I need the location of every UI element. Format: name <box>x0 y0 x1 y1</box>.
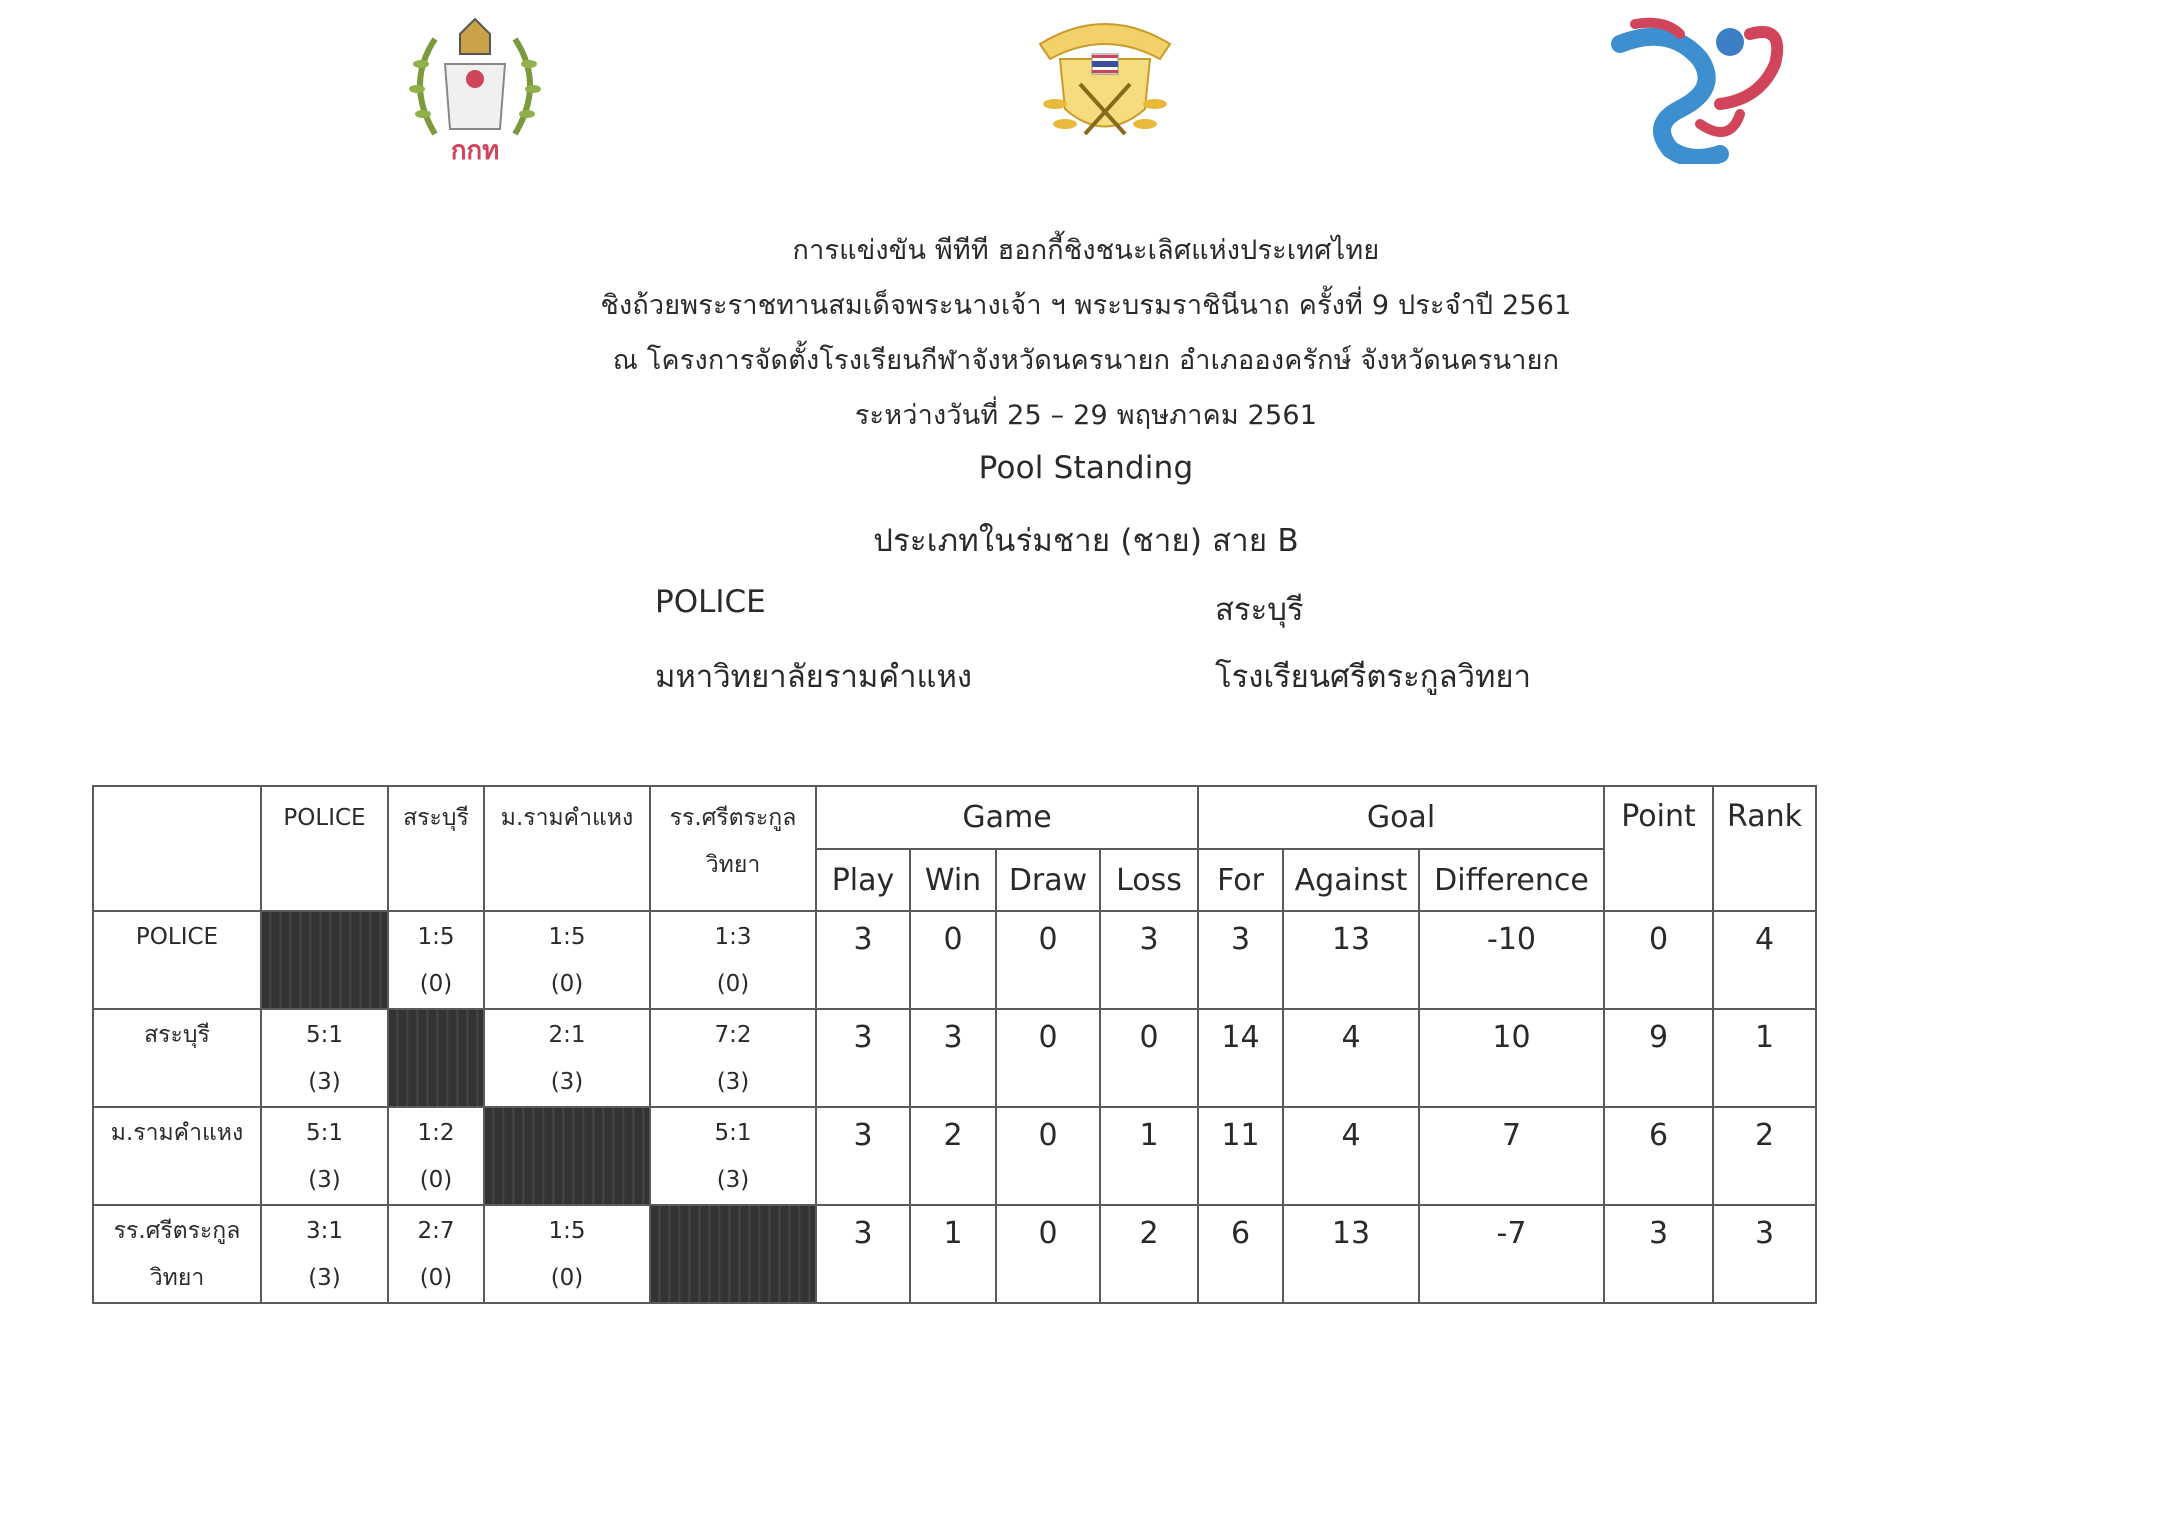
match-score-cell: 5:1 (3) <box>261 1009 388 1107</box>
draw-cell: 0 <box>996 1009 1100 1107</box>
team-name: สระบุรี <box>1215 592 1304 628</box>
sports-authority-logo <box>405 14 545 164</box>
play-cell: 3 <box>816 1205 910 1303</box>
rank-cell: 3 <box>1713 1205 1816 1303</box>
play-cell: 3 <box>816 1009 910 1107</box>
draw-header: Draw <box>996 849 1100 911</box>
self-match-cell <box>388 1009 484 1107</box>
left-logo-text: กกท <box>450 136 500 164</box>
play-cell: 3 <box>816 911 910 1009</box>
draw-cell: 0 <box>996 1107 1100 1205</box>
rank-cell: 2 <box>1713 1107 1816 1205</box>
sports-figure-logo <box>1610 14 1800 164</box>
pool-standing-title: Pool Standing <box>978 450 1194 486</box>
self-match-cell <box>484 1107 650 1205</box>
difference-header: Difference <box>1419 849 1604 911</box>
against-header: Against <box>1283 849 1419 911</box>
game-group-header: Game <box>816 786 1198 849</box>
goals-for-cell: 14 <box>1198 1009 1283 1107</box>
team-name: มหาวิทยาลัยรามคำแหง <box>655 659 973 695</box>
category-title: ประเภทในร่มชาย (ชาย) สาย B <box>873 523 1299 559</box>
match-score-cell: 2:7 (0) <box>388 1205 484 1303</box>
win-cell: 2 <box>910 1107 996 1205</box>
goal-difference-cell: -7 <box>1419 1205 1604 1303</box>
loss-cell: 2 <box>1100 1205 1198 1303</box>
rank-cell: 1 <box>1713 1009 1816 1107</box>
goals-against-cell: 4 <box>1283 1107 1419 1205</box>
venue-line: ณ โครงการจัดตั้งโรงเรียนกีฬาจังหวัดนครนายก อำเภอองครักษ์ จังหวัดนครนายก <box>612 345 1560 376</box>
col-header-team: รร.ศรีตระกูล วิทยา <box>650 786 816 911</box>
draw-cell: 0 <box>996 911 1100 1009</box>
row-team-label: รร.ศรีตระกูล วิทยา <box>93 1205 261 1303</box>
row-team-label: POLICE <box>93 911 261 1009</box>
point-header: Point <box>1604 786 1713 911</box>
trophy-title: ชิงถ้วยพระราชทานสมเด็จพระนางเจ้า ฯ พระบรมราชินีนาถ ครั้งที่ 9 ประจำปี 2561 <box>600 290 1572 321</box>
match-score-cell: 7:2 (3) <box>650 1009 816 1107</box>
match-score-cell: 5:1 (3) <box>261 1107 388 1205</box>
goal-group-header: Goal <box>1198 786 1604 849</box>
match-score-cell: 1:5 (0) <box>484 1205 650 1303</box>
table-row <box>93 1107 1816 1205</box>
self-match-cell <box>261 911 388 1009</box>
match-score-cell: 5:1 (3) <box>650 1107 816 1205</box>
self-match-cell <box>650 1205 816 1303</box>
table-row <box>93 1205 1816 1303</box>
match-score-cell: 2:1 (3) <box>484 1009 650 1107</box>
match-score-cell: 1:2 (0) <box>388 1107 484 1205</box>
point-cell: 9 <box>1604 1009 1713 1107</box>
standings-table <box>92 785 1817 1304</box>
goal-difference-cell: 7 <box>1419 1107 1604 1205</box>
loss-cell: 3 <box>1100 911 1198 1009</box>
loss-cell: 1 <box>1100 1107 1198 1205</box>
team-name: โรงเรียนศรีตระกูลวิทยา <box>1215 659 1531 695</box>
row-team-label: ม.รามคำแหง <box>93 1107 261 1205</box>
point-cell: 3 <box>1604 1205 1713 1303</box>
for-header: For <box>1198 849 1283 911</box>
point-cell: 0 <box>1604 911 1713 1009</box>
corner-cell <box>93 786 261 911</box>
match-score-cell: 3:1 (3) <box>261 1205 388 1303</box>
match-score-cell: 1:5 (0) <box>388 911 484 1009</box>
team-name: POLICE <box>655 584 766 620</box>
win-cell: 1 <box>910 1205 996 1303</box>
date-line: ระหว่างวันที่ 25 – 29 พฤษภาคม 2561 <box>854 400 1318 431</box>
goals-against-cell: 13 <box>1283 911 1419 1009</box>
goals-for-cell: 3 <box>1198 911 1283 1009</box>
win-cell: 0 <box>910 911 996 1009</box>
point-cell: 6 <box>1604 1107 1713 1205</box>
rank-cell: 4 <box>1713 911 1816 1009</box>
row-team-label: สระบุรี <box>93 1009 261 1107</box>
win-cell: 3 <box>910 1009 996 1107</box>
goals-against-cell: 13 <box>1283 1205 1419 1303</box>
col-header-team: ม.รามคำแหง <box>484 786 650 911</box>
hockey-association-logo <box>1020 14 1190 164</box>
loss-header: Loss <box>1100 849 1198 911</box>
col-header-team: สระบุรี <box>388 786 484 911</box>
play-header: Play <box>816 849 910 911</box>
col-header-team: POLICE <box>261 786 388 911</box>
match-score-cell: 1:5 (0) <box>484 911 650 1009</box>
table-row <box>93 1009 1816 1107</box>
draw-cell: 0 <box>996 1205 1100 1303</box>
competition-title: การแข่งขัน พีทีที ฮอกกี้ชิงชนะเลิศแห่งประเทศไทย <box>792 235 1380 266</box>
win-header: Win <box>910 849 996 911</box>
goal-difference-cell: -10 <box>1419 911 1604 1009</box>
play-cell: 3 <box>816 1107 910 1205</box>
goals-against-cell: 4 <box>1283 1009 1419 1107</box>
rank-header: Rank <box>1713 786 1816 911</box>
goals-for-cell: 11 <box>1198 1107 1283 1205</box>
match-score-cell: 1:3 (0) <box>650 911 816 1009</box>
goal-difference-cell: 10 <box>1419 1009 1604 1107</box>
loss-cell: 0 <box>1100 1009 1198 1107</box>
table-row <box>93 911 1816 1009</box>
goals-for-cell: 6 <box>1198 1205 1283 1303</box>
